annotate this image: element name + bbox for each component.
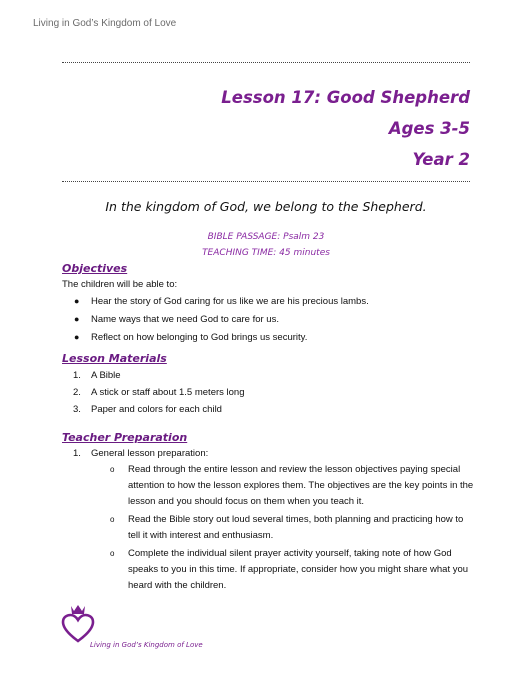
top-divider xyxy=(62,62,470,63)
list-item: ● Hear the story of God caring for us like we are his precious lambs. xyxy=(74,296,369,307)
bullet-icon: ● xyxy=(74,332,80,342)
objectives-heading: Objectives xyxy=(62,262,128,275)
ages-title: Ages 3-5 xyxy=(388,119,470,138)
footer-text: Living in God’s Kingdom of Love xyxy=(90,641,203,649)
circle-bullet-icon: o xyxy=(110,465,115,474)
preparation-heading: Teacher Preparation xyxy=(62,431,188,444)
year-title: Year 2 xyxy=(412,150,470,169)
list-item: 1. A Bible xyxy=(73,370,121,381)
circle-bullet-icon: o xyxy=(110,515,115,524)
theme-statement: In the kingdom of God, we belong to the Shepherd. xyxy=(105,199,427,214)
list-item: 1. General lesson preparation: xyxy=(73,448,209,459)
list-item: o Read through the entire lesson and review the lesson objectives paying special attention to how the lesson explores them. The objectives are the key points in the lesson and you should focus on them when you teach it. xyxy=(110,464,474,507)
bible-passage: BIBLE PASSAGE: Psalm 23 xyxy=(207,232,325,242)
title-divider xyxy=(62,181,470,182)
list-item: ● Name ways that we need God to care for us. xyxy=(74,314,279,325)
list-item: o Complete the individual silent prayer activity yourself, taking note of how God speaks to you in this time. If appropriate, consider how you might share what you heard with the children. xyxy=(110,548,469,591)
list-item: 2. A stick or staff about 1.5 meters long xyxy=(73,387,245,398)
teaching-time: TEACHING TIME: 45 minutes xyxy=(202,248,330,258)
list-item: 3. Paper and colors for each child xyxy=(73,404,222,415)
lesson-title: Lesson 17: Good Shepherd xyxy=(221,88,470,107)
materials-heading: Lesson Materials xyxy=(62,352,167,365)
circle-bullet-icon: o xyxy=(110,549,115,558)
objectives-list xyxy=(62,295,472,349)
running-header: Living in God’s Kingdom of Love xyxy=(33,18,177,29)
materials-list xyxy=(62,369,472,420)
crown-heart-logo-icon xyxy=(61,603,95,643)
list-item: ● Reflect on how belonging to God brings us security. xyxy=(74,332,308,343)
preparation-sublist xyxy=(109,462,474,596)
list-item: o Read the Bible story out loud several times, both planning and practicing how to tell it with interest and enthusiasm. xyxy=(110,514,464,541)
objectives-intro: The children will be able to: xyxy=(62,279,178,290)
bullet-icon: ● xyxy=(74,296,80,306)
bullet-icon: ● xyxy=(74,314,80,324)
